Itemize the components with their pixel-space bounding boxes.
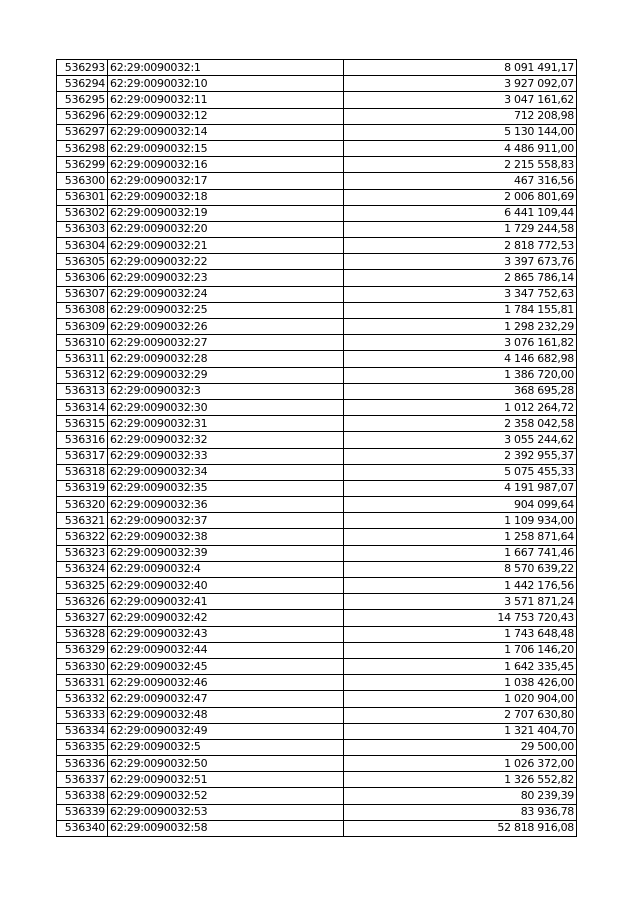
table-row — [57, 432, 577, 448]
cadastral-number-cell: 62:29:0090032:19 — [108, 205, 344, 221]
cadastral-value-cell: 3 047 161,62 — [344, 92, 577, 108]
table-row — [57, 756, 577, 772]
row-id-cell: 536319 — [57, 480, 108, 496]
cadastral-value-cell: 1 784 155,81 — [344, 302, 577, 318]
cadastral-number-cell: 62:29:0090032:4 — [108, 561, 344, 577]
cadastral-number-cell: 62:29:0090032:23 — [108, 270, 344, 286]
row-id-cell: 536304 — [57, 238, 108, 254]
cadastral-number-cell: 62:29:0090032:5 — [108, 739, 344, 755]
table-row — [57, 497, 577, 513]
row-id-cell: 536323 — [57, 545, 108, 561]
cadastral-value-cell: 2 392 955,37 — [344, 448, 577, 464]
cadastral-value-cell: 5 130 144,00 — [344, 124, 577, 140]
cadastral-value-cell: 3 397 673,76 — [344, 254, 577, 270]
row-id-cell: 536300 — [57, 173, 108, 189]
cadastral-number-cell: 62:29:0090032:48 — [108, 707, 344, 723]
row-id-cell: 536338 — [57, 788, 108, 804]
cadastral-number-cell: 62:29:0090032:33 — [108, 448, 344, 464]
cadastral-number-cell: 62:29:0090032:39 — [108, 545, 344, 561]
cadastral-value-cell: 368 695,28 — [344, 383, 577, 399]
row-id-cell: 536329 — [57, 642, 108, 658]
table-row — [57, 707, 577, 723]
cadastral-value-cell: 2 358 042,58 — [344, 416, 577, 432]
cadastral-number-cell: 62:29:0090032:52 — [108, 788, 344, 804]
cadastral-value-cell: 8 570 639,22 — [344, 561, 577, 577]
cadastral-value-cell: 29 500,00 — [344, 739, 577, 755]
cadastral-number-cell: 62:29:0090032:34 — [108, 464, 344, 480]
row-id-cell: 536330 — [57, 658, 108, 674]
cadastral-value-cell: 467 316,56 — [344, 173, 577, 189]
table-row — [57, 76, 577, 92]
table-row — [57, 739, 577, 755]
row-id-cell: 536302 — [57, 205, 108, 221]
cadastral-number-cell: 62:29:0090032:1 — [108, 60, 344, 76]
cadastral-value-cell: 3 571 871,24 — [344, 594, 577, 610]
cadastral-number-cell: 62:29:0090032:28 — [108, 351, 344, 367]
cadastral-value-cell: 4 191 987,07 — [344, 480, 577, 496]
row-id-cell: 536340 — [57, 820, 108, 836]
table-row — [57, 270, 577, 286]
cadastral-number-cell: 62:29:0090032:27 — [108, 335, 344, 351]
row-id-cell: 536299 — [57, 157, 108, 173]
cadastral-value-cell: 1 026 372,00 — [344, 756, 577, 772]
cadastral-number-cell: 62:29:0090032:35 — [108, 480, 344, 496]
table-row — [57, 691, 577, 707]
cadastral-number-cell: 62:29:0090032:37 — [108, 513, 344, 529]
cadastral-number-cell: 62:29:0090032:15 — [108, 140, 344, 156]
row-id-cell: 536294 — [57, 76, 108, 92]
cadastral-value-cell: 2 006 801,69 — [344, 189, 577, 205]
row-id-cell: 536315 — [57, 416, 108, 432]
table-row — [57, 626, 577, 642]
table-row — [57, 642, 577, 658]
cadastral-value-cell: 5 075 455,33 — [344, 464, 577, 480]
cadastral-value-cell: 2 215 558,83 — [344, 157, 577, 173]
table-row — [57, 108, 577, 124]
row-id-cell: 536328 — [57, 626, 108, 642]
row-id-cell: 536293 — [57, 60, 108, 76]
cadastral-number-cell: 62:29:0090032:40 — [108, 578, 344, 594]
row-id-cell: 536333 — [57, 707, 108, 723]
cadastral-value-cell: 1 442 176,56 — [344, 578, 577, 594]
table-row — [57, 92, 577, 108]
table-row — [57, 675, 577, 691]
cadastral-value-cell: 1 667 741,46 — [344, 545, 577, 561]
cadastral-value-cell: 1 020 904,00 — [344, 691, 577, 707]
cadastral-value-cell: 14 753 720,43 — [344, 610, 577, 626]
table-row — [57, 319, 577, 335]
cadastral-number-cell: 62:29:0090032:16 — [108, 157, 344, 173]
cadastral-value-cell: 52 818 916,08 — [344, 820, 577, 836]
row-id-cell: 536322 — [57, 529, 108, 545]
cadastral-number-cell: 62:29:0090032:32 — [108, 432, 344, 448]
row-id-cell: 536305 — [57, 254, 108, 270]
cadastral-value-cell: 6 441 109,44 — [344, 205, 577, 221]
table-body — [57, 60, 577, 837]
cadastral-value-cell: 1 386 720,00 — [344, 367, 577, 383]
cadastral-value-table — [56, 59, 577, 837]
cadastral-value-cell: 1 729 244,58 — [344, 221, 577, 237]
row-id-cell: 536332 — [57, 691, 108, 707]
cadastral-value-cell: 1 321 404,70 — [344, 723, 577, 739]
table-row — [57, 157, 577, 173]
cadastral-value-cell: 3 347 752,63 — [344, 286, 577, 302]
table-row — [57, 140, 577, 156]
cadastral-value-cell: 3 927 092,07 — [344, 76, 577, 92]
table-row — [57, 658, 577, 674]
row-id-cell: 536320 — [57, 497, 108, 513]
cadastral-number-cell: 62:29:0090032:42 — [108, 610, 344, 626]
table-row — [57, 545, 577, 561]
cadastral-number-cell: 62:29:0090032:36 — [108, 497, 344, 513]
cadastral-number-cell: 62:29:0090032:26 — [108, 319, 344, 335]
row-id-cell: 536339 — [57, 804, 108, 820]
cadastral-number-cell: 62:29:0090032:44 — [108, 642, 344, 658]
table-row — [57, 399, 577, 415]
cadastral-value-cell: 2 865 786,14 — [344, 270, 577, 286]
row-id-cell: 536303 — [57, 221, 108, 237]
table-row — [57, 772, 577, 788]
row-id-cell: 536325 — [57, 578, 108, 594]
table-row — [57, 480, 577, 496]
row-id-cell: 536327 — [57, 610, 108, 626]
cadastral-number-cell: 62:29:0090032:25 — [108, 302, 344, 318]
cadastral-number-cell: 62:29:0090032:31 — [108, 416, 344, 432]
cadastral-number-cell: 62:29:0090032:58 — [108, 820, 344, 836]
cadastral-value-cell: 2 707 630,80 — [344, 707, 577, 723]
cadastral-value-cell: 904 099,64 — [344, 497, 577, 513]
table-row — [57, 578, 577, 594]
cadastral-value-cell: 1 642 335,45 — [344, 658, 577, 674]
cadastral-number-cell: 62:29:0090032:18 — [108, 189, 344, 205]
cadastral-number-cell: 62:29:0090032:10 — [108, 76, 344, 92]
table-row — [57, 302, 577, 318]
cadastral-value-cell: 83 936,78 — [344, 804, 577, 820]
cadastral-value-cell: 1 109 934,00 — [344, 513, 577, 529]
table-row — [57, 529, 577, 545]
cadastral-number-cell: 62:29:0090032:49 — [108, 723, 344, 739]
table-row — [57, 221, 577, 237]
cadastral-value-cell: 4 146 682,98 — [344, 351, 577, 367]
table-row — [57, 124, 577, 140]
cadastral-value-cell: 3 055 244,62 — [344, 432, 577, 448]
cadastral-value-cell: 1 012 264,72 — [344, 399, 577, 415]
cadastral-number-cell: 62:29:0090032:20 — [108, 221, 344, 237]
cadastral-number-cell: 62:29:0090032:43 — [108, 626, 344, 642]
table-row — [57, 335, 577, 351]
table-row — [57, 804, 577, 820]
cadastral-value-cell: 2 818 772,53 — [344, 238, 577, 254]
row-id-cell: 536297 — [57, 124, 108, 140]
table-row — [57, 416, 577, 432]
cadastral-value-cell: 1 326 552,82 — [344, 772, 577, 788]
cadastral-value-cell: 1 258 871,64 — [344, 529, 577, 545]
row-id-cell: 536316 — [57, 432, 108, 448]
cadastral-value-cell: 8 091 491,17 — [344, 60, 577, 76]
row-id-cell: 536335 — [57, 739, 108, 755]
table-row — [57, 60, 577, 76]
table-row — [57, 189, 577, 205]
cadastral-number-cell: 62:29:0090032:29 — [108, 367, 344, 383]
row-id-cell: 536324 — [57, 561, 108, 577]
cadastral-number-cell: 62:29:0090032:17 — [108, 173, 344, 189]
cadastral-value-cell: 4 486 911,00 — [344, 140, 577, 156]
cadastral-value-cell: 80 239,39 — [344, 788, 577, 804]
table-row — [57, 723, 577, 739]
row-id-cell: 536311 — [57, 351, 108, 367]
cadastral-number-cell: 62:29:0090032:50 — [108, 756, 344, 772]
cadastral-value-cell: 1 298 232,29 — [344, 319, 577, 335]
cadastral-number-cell: 62:29:0090032:47 — [108, 691, 344, 707]
row-id-cell: 536295 — [57, 92, 108, 108]
row-id-cell: 536301 — [57, 189, 108, 205]
row-id-cell: 536309 — [57, 319, 108, 335]
table-row — [57, 561, 577, 577]
cadastral-value-cell: 1 706 146,20 — [344, 642, 577, 658]
row-id-cell: 536314 — [57, 399, 108, 415]
table-row — [57, 173, 577, 189]
cadastral-value-cell: 712 208,98 — [344, 108, 577, 124]
cadastral-number-cell: 62:29:0090032:30 — [108, 399, 344, 415]
cadastral-value-cell: 1 743 648,48 — [344, 626, 577, 642]
row-id-cell: 536317 — [57, 448, 108, 464]
table-row — [57, 383, 577, 399]
table-row — [57, 513, 577, 529]
table-row — [57, 610, 577, 626]
cadastral-number-cell: 62:29:0090032:51 — [108, 772, 344, 788]
table-row — [57, 594, 577, 610]
row-id-cell: 536326 — [57, 594, 108, 610]
row-id-cell: 536312 — [57, 367, 108, 383]
cadastral-number-cell: 62:29:0090032:46 — [108, 675, 344, 691]
row-id-cell: 536296 — [57, 108, 108, 124]
row-id-cell: 536331 — [57, 675, 108, 691]
table-row — [57, 788, 577, 804]
cadastral-value-cell: 1 038 426,00 — [344, 675, 577, 691]
cadastral-number-cell: 62:29:0090032:45 — [108, 658, 344, 674]
table-row — [57, 820, 577, 836]
row-id-cell: 536298 — [57, 140, 108, 156]
table-row — [57, 367, 577, 383]
table-row — [57, 238, 577, 254]
row-id-cell: 536313 — [57, 383, 108, 399]
table-row — [57, 448, 577, 464]
row-id-cell: 536318 — [57, 464, 108, 480]
cadastral-number-cell: 62:29:0090032:21 — [108, 238, 344, 254]
row-id-cell: 536336 — [57, 756, 108, 772]
cadastral-number-cell: 62:29:0090032:3 — [108, 383, 344, 399]
cadastral-number-cell: 62:29:0090032:11 — [108, 92, 344, 108]
row-id-cell: 536306 — [57, 270, 108, 286]
cadastral-number-cell: 62:29:0090032:14 — [108, 124, 344, 140]
table-row — [57, 205, 577, 221]
cadastral-number-cell: 62:29:0090032:22 — [108, 254, 344, 270]
row-id-cell: 536310 — [57, 335, 108, 351]
row-id-cell: 536337 — [57, 772, 108, 788]
table-row — [57, 351, 577, 367]
cadastral-number-cell: 62:29:0090032:38 — [108, 529, 344, 545]
row-id-cell: 536334 — [57, 723, 108, 739]
cadastral-number-cell: 62:29:0090032:41 — [108, 594, 344, 610]
table-row — [57, 254, 577, 270]
cadastral-value-cell: 3 076 161,82 — [344, 335, 577, 351]
cadastral-number-cell: 62:29:0090032:53 — [108, 804, 344, 820]
row-id-cell: 536307 — [57, 286, 108, 302]
row-id-cell: 536321 — [57, 513, 108, 529]
cadastral-number-cell: 62:29:0090032:24 — [108, 286, 344, 302]
table-row — [57, 286, 577, 302]
cadastral-number-cell: 62:29:0090032:12 — [108, 108, 344, 124]
table-row — [57, 464, 577, 480]
row-id-cell: 536308 — [57, 302, 108, 318]
